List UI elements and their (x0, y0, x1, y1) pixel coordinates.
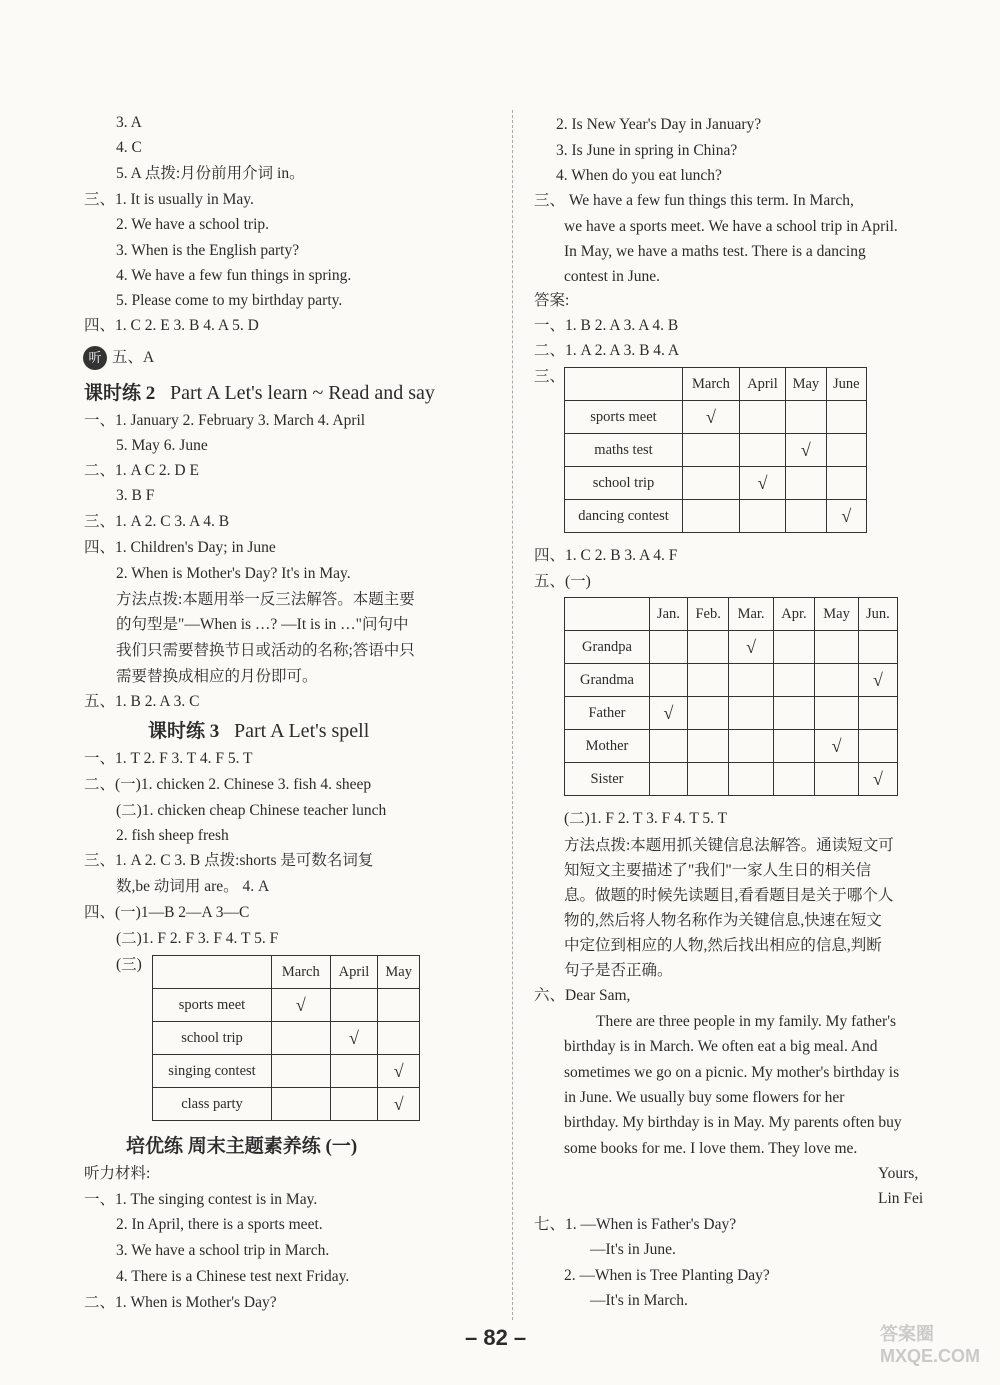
table-cell (815, 697, 859, 730)
answer-line: 五、1. B 2. A 3. C (84, 693, 200, 710)
table-cell (272, 1055, 331, 1088)
check-mark: √ (858, 763, 897, 796)
table-cell (773, 664, 815, 697)
answer-line: 3. A (116, 114, 142, 131)
table-cell (687, 730, 729, 763)
tip-line: 我们只需要替换节日或活动的名称;答语中只 (116, 642, 415, 659)
tip-line: 物的,然后将人物名称作为关键信息,快速在短文 (564, 912, 882, 929)
table-cell (687, 631, 729, 664)
table-cell (272, 1088, 331, 1121)
answer-line: (二)1. F 2. T 3. F 4. T 5. T (564, 810, 728, 827)
row-label: sports meet (153, 989, 272, 1022)
answer-table (152, 955, 420, 1121)
letter-line: Yours, (878, 1165, 919, 1182)
row-label: dancing contest (565, 500, 683, 533)
table-header: May (378, 956, 420, 989)
table-cell (683, 434, 740, 467)
check-mark: √ (739, 467, 785, 500)
listening-line: 3. We have a school trip in March. (116, 1242, 330, 1259)
answer-line: 一、1. January 2. February 3. March 4. April (84, 412, 366, 429)
check-mark: √ (826, 500, 866, 533)
answer-line: 一、1. B 2. A 3. A 4. B (534, 317, 679, 334)
letter-line: Lin Fei (878, 1190, 924, 1207)
answer-table (564, 367, 867, 533)
answer-line: (二)1. F 2. F 3. F 4. T 5. F (116, 930, 279, 947)
listening-line: contest in June. (564, 268, 660, 285)
table-header: Apr. (773, 598, 815, 631)
row-label: Mother (565, 730, 650, 763)
tip-line: 中定位到相应的人物,然后找出相应的信息,判断 (564, 937, 882, 954)
check-mark: √ (858, 664, 897, 697)
section-heading-sub: Part A Let's spell (234, 720, 370, 742)
answer-line: (三) (116, 956, 142, 973)
listening-line: 2. In April, there is a sports meet. (116, 1216, 323, 1233)
letter-line: birthday is in March. We often eat a big meal. And (564, 1038, 878, 1055)
table-header: April (330, 956, 378, 989)
table-header: Jun. (858, 598, 897, 631)
table-cell (815, 664, 859, 697)
table-row (565, 500, 867, 533)
check-mark: √ (330, 1022, 378, 1055)
table-header: March (683, 368, 740, 401)
answer-line: 5. A 点拨:月份前用介词 in。 (116, 165, 305, 182)
answer-line: —It's in June. (590, 1241, 676, 1258)
check-mark: √ (272, 989, 331, 1022)
letter-line: some books for me. I love them. They love me. (564, 1140, 858, 1157)
table-cell (683, 467, 740, 500)
row-label: Sister (565, 763, 650, 796)
table-cell (815, 631, 859, 664)
table-cell (687, 763, 729, 796)
table-row (565, 434, 867, 467)
answer-line: 4. We have a few fun things in spring. (116, 267, 352, 284)
table-cell (773, 631, 815, 664)
listening-line: 3. Is June in spring in China? (556, 142, 738, 159)
table-row (153, 989, 420, 1022)
row-label: class party (153, 1088, 272, 1121)
answer-line: 2. When is Mother's Day? It's in May. (116, 565, 351, 582)
listening-line: 二、1. When is Mother's Day? (84, 1294, 277, 1311)
letter-line: There are three people in my family. My father's (596, 1013, 897, 1030)
table-row (153, 1055, 420, 1088)
check-mark: √ (378, 1055, 420, 1088)
answer-line: 七、1. —When is Father's Day? (534, 1216, 737, 1233)
answer-line: 2. We have a school trip. (116, 216, 269, 233)
answer-line: 四、1. Children's Day; in June (84, 539, 276, 556)
row-label: maths test (565, 434, 683, 467)
table-header: Jan. (650, 598, 688, 631)
table-cell (826, 467, 866, 500)
row-label: Father (565, 697, 650, 730)
answer-line: 四、(一)1—B 2—A 3—C (84, 904, 250, 921)
check-mark: √ (729, 631, 773, 664)
tip-line: 知短文主要描述了"我们"一家人生日的相关信 (564, 862, 872, 879)
table-header: May (815, 598, 859, 631)
table-cell (687, 664, 729, 697)
table-header: May (786, 368, 826, 401)
section-heading: 培优练 周末主题素养练 (一) (126, 1136, 358, 1157)
listening-line: 三、 We have a few fun things this term. In March, (534, 192, 854, 209)
table-cell (773, 730, 815, 763)
table-corner (153, 956, 272, 989)
table-row (565, 763, 898, 796)
row-label: school trip (153, 1022, 272, 1055)
check-mark: √ (378, 1088, 420, 1121)
answer-line: 三、 (534, 368, 566, 385)
table-cell (815, 763, 859, 796)
table-row (565, 730, 898, 763)
answer-line: 二、1. A C 2. D E (84, 462, 199, 479)
listening-line: 4. There is a Chinese test next Friday. (116, 1268, 350, 1285)
section-heading-sub: Part A Let's learn ~ Read and say (170, 382, 435, 404)
listening-line: we have a sports meet. We have a school trip in April. (564, 218, 898, 235)
table-header: April (739, 368, 785, 401)
answer-table (564, 597, 898, 796)
table-corner (565, 598, 650, 631)
section-heading-label: 课时练 2 (84, 383, 156, 404)
table-cell (378, 1022, 420, 1055)
answer-line: 3. When is the English party? (116, 242, 300, 259)
tip-line: 的句型是"—When is …? —It is in …"问句中 (116, 616, 409, 633)
table-cell (786, 401, 826, 434)
table-cell (858, 631, 897, 664)
table-cell (729, 730, 773, 763)
table-cell (687, 697, 729, 730)
table-cell (773, 763, 815, 796)
row-label: singing contest (153, 1055, 272, 1088)
answer-line: (二)1. chicken cheap Chinese teacher lunch (116, 802, 387, 819)
row-label: school trip (565, 467, 683, 500)
section-heading-label: 课时练 3 (148, 721, 220, 742)
listening-line: 2. Is New Year's Day in January? (556, 116, 762, 133)
letter-line: 六、Dear Sam, (534, 987, 631, 1004)
letter-line: sometimes we go on a picnic. My mother's birthday is (564, 1064, 900, 1081)
answer-line: 2. fish sheep fresh (116, 827, 229, 844)
answer-line: 2. —When is Tree Planting Day? (564, 1267, 770, 1284)
answer-line: 3. B F (116, 487, 155, 504)
tip-line: 需要替换成相应的月份即可。 (116, 668, 318, 685)
letter-line: birthday. My birthday is in May. My parents often buy (564, 1114, 902, 1131)
table-cell (826, 434, 866, 467)
answer-line: 三、1. A 2. C 3. A 4. B (84, 513, 230, 530)
table-cell (272, 1022, 331, 1055)
table-cell (650, 763, 688, 796)
table-cell (729, 697, 773, 730)
watermark: 答案圈 MXQE.COM (880, 1324, 981, 1366)
page-number: – 82 – (465, 1325, 527, 1350)
answer-line: 二、(一)1. chicken 2. Chinese 3. fish 4. sheep (84, 776, 372, 793)
table-header: March (272, 956, 331, 989)
answer-line: 4. C (116, 139, 142, 156)
tip-line: 方法点拨:本题用抓关键信息法解答。通读短文可 (564, 837, 894, 854)
row-label: Grandpa (565, 631, 650, 664)
listening-line: 一、1. The singing contest is in May. (84, 1191, 318, 1208)
answer-line: 5. May 6. June (116, 437, 208, 454)
table-row (565, 697, 898, 730)
table-cell (650, 730, 688, 763)
table-cell (786, 500, 826, 533)
listening-ear-icon: 听 (83, 346, 107, 370)
table-cell (739, 434, 785, 467)
check-mark: √ (815, 730, 859, 763)
table-cell (739, 500, 785, 533)
table-cell (330, 1055, 378, 1088)
table-row (153, 1022, 420, 1055)
table-header: June (826, 368, 866, 401)
check-mark: √ (683, 401, 740, 434)
table-row (565, 401, 867, 434)
section-heading (84, 381, 435, 406)
column-divider (512, 110, 513, 1320)
answer-line: 五、(一) (534, 573, 591, 590)
answer-line: 三、1. It is usually in May. (84, 191, 254, 208)
table-row (153, 1088, 420, 1121)
answer-line: 一、1. T 2. F 3. T 4. F 5. T (84, 750, 253, 767)
listening-line: 4. When do you eat lunch? (556, 167, 722, 184)
section-heading (148, 719, 369, 744)
table-row (565, 664, 898, 697)
answer-line: 数,be 动词用 are。 4. A (116, 878, 270, 895)
answer-line: 四、1. C 2. B 3. A 4. F (534, 547, 678, 564)
table-row (565, 467, 867, 500)
table-cell (826, 401, 866, 434)
tip-line: 方法点拨:本题用举一反三法解答。本题主要 (116, 591, 415, 608)
tip-line: 息。做题的时候先读题目,看看题目是关于哪个人 (564, 887, 894, 904)
answer-line: 五、A (112, 349, 155, 366)
check-mark: √ (786, 434, 826, 467)
table-row (565, 631, 898, 664)
table-header: Mar. (729, 598, 773, 631)
letter-line: in June. We usually buy some flowers for her (564, 1089, 845, 1106)
table-cell (858, 730, 897, 763)
listening-line: In May, we have a maths test. There is a dancing (564, 243, 866, 260)
table-cell (786, 467, 826, 500)
table-cell (773, 697, 815, 730)
table-cell (378, 989, 420, 1022)
table-cell (650, 664, 688, 697)
check-mark: √ (650, 697, 688, 730)
table-cell (330, 1088, 378, 1121)
table-header: Feb. (687, 598, 729, 631)
answer-line: 三、1. A 2. C 3. B 点拨:shorts 是可数名词复 (84, 852, 374, 869)
answer-line: —It's in March. (590, 1292, 688, 1309)
table-cell (739, 401, 785, 434)
table-cell (858, 697, 897, 730)
table-cell (729, 664, 773, 697)
row-label: Grandma (565, 664, 650, 697)
section-label: 答案: (534, 292, 570, 309)
answer-line: 四、1. C 2. E 3. B 4. A 5. D (84, 317, 259, 334)
table-cell (683, 500, 740, 533)
table-corner (565, 368, 683, 401)
answer-line: 5. Please come to my birthday party. (116, 292, 343, 309)
section-label: 听力材料: (84, 1165, 151, 1182)
table-cell (330, 989, 378, 1022)
row-label: sports meet (565, 401, 683, 434)
table-cell (650, 631, 688, 664)
tip-line: 句子是否正确。 (564, 962, 673, 979)
table-cell (729, 763, 773, 796)
answer-line: 二、1. A 2. A 3. B 4. A (534, 342, 680, 359)
